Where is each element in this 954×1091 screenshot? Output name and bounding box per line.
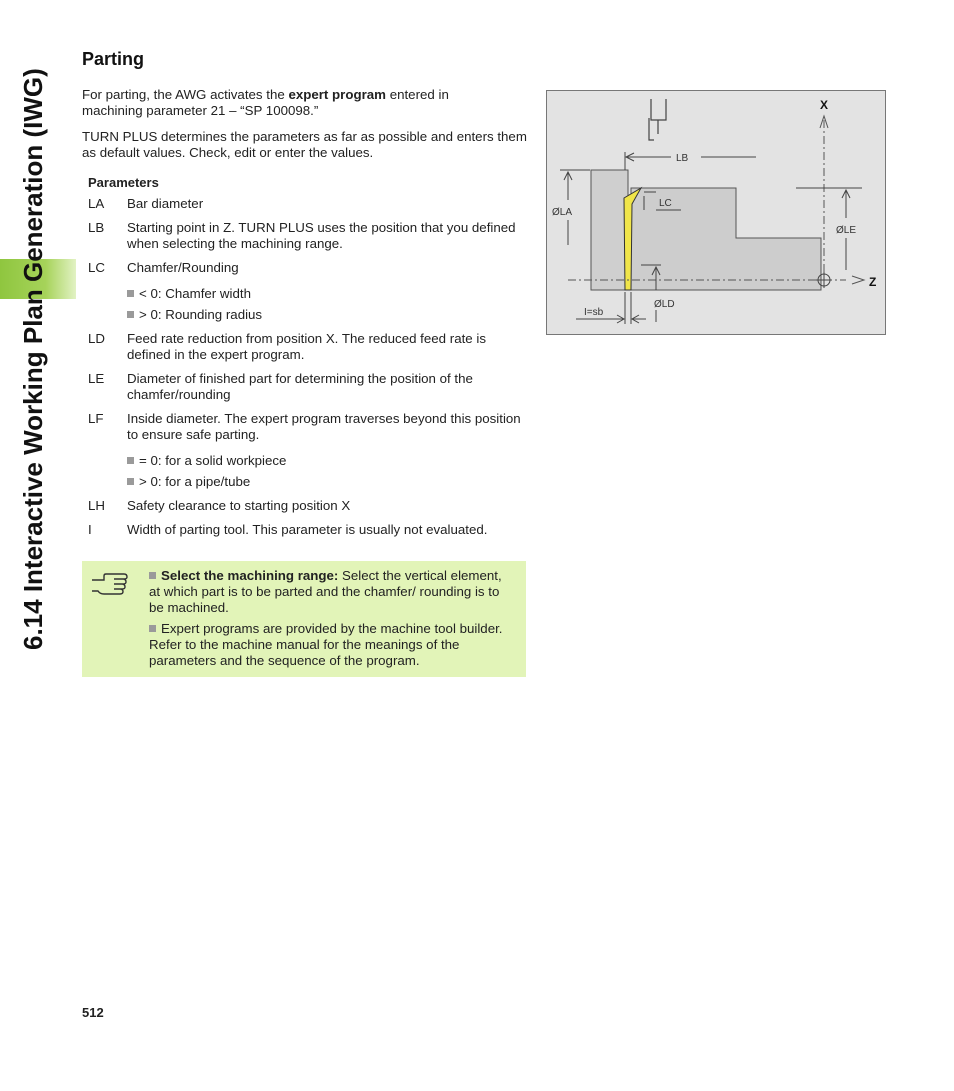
param-code: LF xyxy=(88,411,104,426)
le-label: ØLE xyxy=(836,225,857,236)
bullet-square-icon xyxy=(127,290,134,297)
lc-label: LC xyxy=(659,198,672,209)
note-text: Expert programs are provided by the machine tool builder. Refer to the machine manual for the meanings of the parameters and the sequence of the program. xyxy=(149,621,503,668)
param-lf-option-1 xyxy=(127,453,286,469)
option-text: = 0: for a solid workpiece xyxy=(139,453,287,468)
param-desc: Chamfer/Rounding xyxy=(127,260,239,275)
lb-label: LB xyxy=(676,153,689,164)
note-bullet-1 xyxy=(149,568,509,616)
parameters-heading: Parameters xyxy=(88,175,159,190)
param-desc: Width of parting tool. This parameter is usually not evaluated. xyxy=(127,522,488,537)
bullet-square-icon xyxy=(127,478,134,485)
bullet-square-icon xyxy=(149,625,156,632)
ld-label: ØLD xyxy=(654,299,675,310)
bar-stock-shape xyxy=(591,170,628,290)
param-code: I xyxy=(88,522,92,537)
param-desc: Starting point in Z. TURN PLUS uses the position that you defined when selecting the machining range. xyxy=(127,220,516,251)
param-code: LE xyxy=(88,371,105,386)
intro-paragraph-1 xyxy=(82,87,502,119)
option-text: < 0: Chamfer width xyxy=(139,286,251,301)
page-number: 512 xyxy=(82,1005,104,1020)
param-desc: Feed rate reduction from position X. The reduced feed rate is defined in the expert program. xyxy=(127,331,486,362)
param-lc-option-2 xyxy=(127,307,262,323)
param-lc-option-1 xyxy=(127,286,251,302)
bullet-square-icon xyxy=(127,457,134,464)
section-heading: Parting xyxy=(82,49,145,69)
note-bullet-2 xyxy=(149,621,509,669)
z-axis-label: Z xyxy=(869,275,877,289)
note-bold: Select the machining range: xyxy=(161,568,339,583)
param-desc: Diameter of finished part for determining the position of the chamfer/rounding xyxy=(127,371,473,402)
intro-paragraph-2: TURN PLUS determines the parameters as far as possible and enters them as default values. Check, edit or enter the values. xyxy=(82,129,527,160)
parting-diagram xyxy=(546,90,886,335)
option-text: > 0: for a pipe/tube xyxy=(139,474,251,489)
param-desc: Bar diameter xyxy=(127,196,204,211)
isb-label: I=sb xyxy=(584,307,604,318)
bullet-square-icon xyxy=(127,311,134,318)
side-section-title: 6.14 Interactive Working Plan Generation (IWG) xyxy=(18,68,48,650)
param-code: LD xyxy=(88,331,105,346)
option-text: > 0: Rounding radius xyxy=(139,307,263,322)
la-label: ØLA xyxy=(552,207,573,218)
param-lf-option-2 xyxy=(127,474,250,490)
intro-text: For parting, the AWG activates the xyxy=(82,87,289,102)
note-text: Select the vertical element, at which part is to be parted and the chamfer/ rounding is to be machined. xyxy=(149,568,502,615)
x-axis-label: X xyxy=(820,98,829,112)
pointing-hand-icon xyxy=(90,570,130,601)
bullet-square-icon xyxy=(149,572,156,579)
param-code: LH xyxy=(88,498,105,513)
param-code: LC xyxy=(88,260,105,275)
intro-bold: expert program xyxy=(288,87,386,102)
param-desc: Safety clearance to starting position X xyxy=(127,498,351,513)
intro-text-end: entered in machining parameter 21 – “SP 100098.” xyxy=(82,87,449,118)
param-code: LA xyxy=(88,196,105,211)
param-code: LB xyxy=(88,220,105,235)
param-desc: Inside diameter. The expert program traverses beyond this position to ensure safe parting. xyxy=(127,411,521,442)
